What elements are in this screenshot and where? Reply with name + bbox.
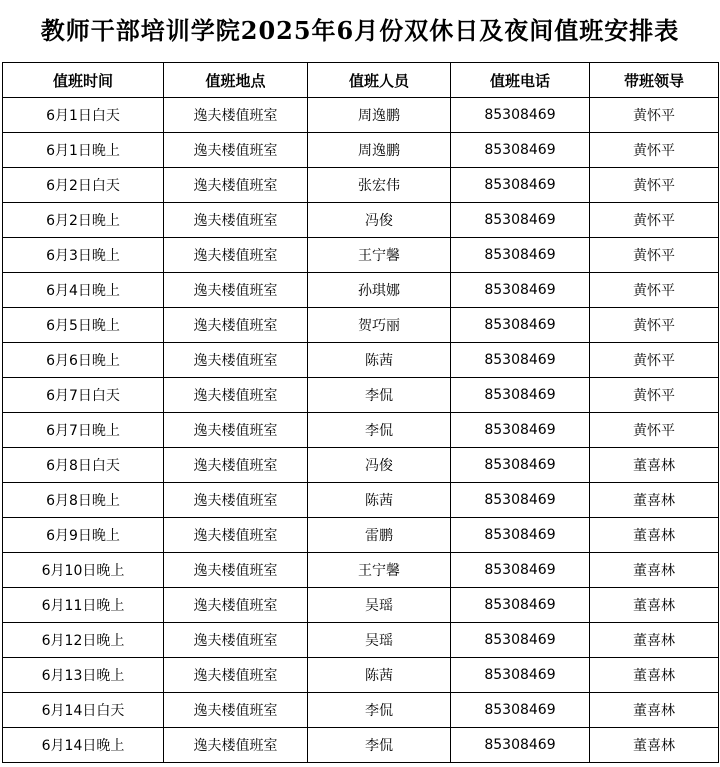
cell-duty-phone: 85308469 bbox=[451, 343, 590, 378]
cell-duty-location: 逸夫楼值班室 bbox=[164, 238, 308, 273]
cell-duty-time: 6月9日晚上 bbox=[3, 518, 164, 553]
cell-duty-staff: 冯俊 bbox=[308, 448, 451, 483]
cell-leader: 董喜林 bbox=[590, 553, 719, 588]
table-row bbox=[3, 623, 719, 658]
cell-duty-phone: 85308469 bbox=[451, 378, 590, 413]
cell-leader: 董喜林 bbox=[590, 658, 719, 693]
cell-duty-phone: 85308469 bbox=[451, 588, 590, 623]
cell-duty-phone: 85308469 bbox=[451, 623, 590, 658]
cell-duty-time: 6月2日晚上 bbox=[3, 203, 164, 238]
header-duty-location: 值班地点 bbox=[164, 63, 308, 98]
table-row bbox=[3, 588, 719, 623]
cell-duty-staff: 周逸鹏 bbox=[308, 98, 451, 133]
cell-leader: 黄怀平 bbox=[590, 238, 719, 273]
cell-duty-staff: 李侃 bbox=[308, 378, 451, 413]
cell-duty-location: 逸夫楼值班室 bbox=[164, 448, 308, 483]
cell-duty-phone: 85308469 bbox=[451, 168, 590, 203]
cell-duty-location: 逸夫楼值班室 bbox=[164, 658, 308, 693]
cell-leader: 黄怀平 bbox=[590, 203, 719, 238]
table-row bbox=[3, 168, 719, 203]
cell-leader: 黄怀平 bbox=[590, 98, 719, 133]
table-row bbox=[3, 413, 719, 448]
cell-duty-location: 逸夫楼值班室 bbox=[164, 273, 308, 308]
table-row bbox=[3, 308, 719, 343]
cell-leader: 董喜林 bbox=[590, 448, 719, 483]
table-row bbox=[3, 658, 719, 693]
cell-duty-staff: 雷鹏 bbox=[308, 518, 451, 553]
cell-duty-staff: 王宁馨 bbox=[308, 238, 451, 273]
cell-duty-staff: 吴瑶 bbox=[308, 588, 451, 623]
table-header-row bbox=[3, 63, 719, 98]
cell-duty-time: 6月7日晚上 bbox=[3, 413, 164, 448]
cell-duty-time: 6月1日白天 bbox=[3, 98, 164, 133]
cell-duty-phone: 85308469 bbox=[451, 308, 590, 343]
cell-duty-time: 6月8日晚上 bbox=[3, 483, 164, 518]
cell-duty-staff: 孙琪娜 bbox=[308, 273, 451, 308]
cell-duty-phone: 85308469 bbox=[451, 518, 590, 553]
cell-duty-phone: 85308469 bbox=[451, 448, 590, 483]
header-duty-time: 值班时间 bbox=[3, 63, 164, 98]
cell-duty-phone: 85308469 bbox=[451, 238, 590, 273]
cell-duty-time: 6月12日晚上 bbox=[3, 623, 164, 658]
cell-duty-time: 6月8日白天 bbox=[3, 448, 164, 483]
table-row bbox=[3, 448, 719, 483]
cell-leader: 董喜林 bbox=[590, 518, 719, 553]
cell-duty-location: 逸夫楼值班室 bbox=[164, 728, 308, 763]
cell-duty-location: 逸夫楼值班室 bbox=[164, 693, 308, 728]
cell-duty-location: 逸夫楼值班室 bbox=[164, 378, 308, 413]
cell-duty-location: 逸夫楼值班室 bbox=[164, 98, 308, 133]
cell-leader: 黄怀平 bbox=[590, 273, 719, 308]
cell-duty-time: 6月2日白天 bbox=[3, 168, 164, 203]
table-row bbox=[3, 98, 719, 133]
cell-leader: 黄怀平 bbox=[590, 133, 719, 168]
cell-leader: 黄怀平 bbox=[590, 413, 719, 448]
cell-duty-location: 逸夫楼值班室 bbox=[164, 203, 308, 238]
cell-duty-time: 6月1日晚上 bbox=[3, 133, 164, 168]
table-row bbox=[3, 343, 719, 378]
cell-duty-time: 6月13日晚上 bbox=[3, 658, 164, 693]
table-body bbox=[3, 98, 719, 763]
table-row bbox=[3, 553, 719, 588]
cell-duty-staff: 贺巧丽 bbox=[308, 308, 451, 343]
table-row bbox=[3, 203, 719, 238]
cell-duty-time: 6月4日晚上 bbox=[3, 273, 164, 308]
cell-duty-staff: 周逸鹏 bbox=[308, 133, 451, 168]
cell-duty-phone: 85308469 bbox=[451, 203, 590, 238]
cell-duty-time: 6月10日晚上 bbox=[3, 553, 164, 588]
cell-duty-location: 逸夫楼值班室 bbox=[164, 133, 308, 168]
cell-duty-phone: 85308469 bbox=[451, 273, 590, 308]
cell-duty-staff: 陈茜 bbox=[308, 658, 451, 693]
cell-leader: 黄怀平 bbox=[590, 308, 719, 343]
cell-duty-location: 逸夫楼值班室 bbox=[164, 343, 308, 378]
cell-duty-phone: 85308469 bbox=[451, 483, 590, 518]
cell-duty-location: 逸夫楼值班室 bbox=[164, 588, 308, 623]
cell-duty-staff: 冯俊 bbox=[308, 203, 451, 238]
table-row bbox=[3, 273, 719, 308]
table-row bbox=[3, 378, 719, 413]
table-row bbox=[3, 693, 719, 728]
cell-leader: 董喜林 bbox=[590, 693, 719, 728]
cell-duty-staff: 陈茜 bbox=[308, 343, 451, 378]
cell-duty-time: 6月11日晚上 bbox=[3, 588, 164, 623]
cell-duty-phone: 85308469 bbox=[451, 728, 590, 763]
cell-leader: 董喜林 bbox=[590, 623, 719, 658]
cell-duty-phone: 85308469 bbox=[451, 413, 590, 448]
cell-duty-phone: 85308469 bbox=[451, 553, 590, 588]
cell-duty-staff: 吴瑶 bbox=[308, 623, 451, 658]
page-title: 教师干部培训学院2025年6月份双休日及夜间值班安排表 bbox=[40, 16, 680, 45]
cell-leader: 黄怀平 bbox=[590, 168, 719, 203]
cell-duty-location: 逸夫楼值班室 bbox=[164, 168, 308, 203]
header-duty-phone: 值班电话 bbox=[451, 63, 590, 98]
cell-duty-time: 6月14日晚上 bbox=[3, 728, 164, 763]
cell-leader: 黄怀平 bbox=[590, 343, 719, 378]
cell-duty-phone: 85308469 bbox=[451, 98, 590, 133]
header-leader: 带班领导 bbox=[590, 63, 719, 98]
cell-duty-phone: 85308469 bbox=[451, 693, 590, 728]
table-row bbox=[3, 518, 719, 553]
cell-duty-phone: 85308469 bbox=[451, 658, 590, 693]
cell-duty-time: 6月5日晚上 bbox=[3, 308, 164, 343]
cell-duty-location: 逸夫楼值班室 bbox=[164, 483, 308, 518]
cell-duty-staff: 李侃 bbox=[308, 693, 451, 728]
cell-duty-time: 6月6日晚上 bbox=[3, 343, 164, 378]
cell-leader: 董喜林 bbox=[590, 728, 719, 763]
cell-duty-location: 逸夫楼值班室 bbox=[164, 308, 308, 343]
table-row bbox=[3, 728, 719, 763]
cell-duty-staff: 王宁馨 bbox=[308, 553, 451, 588]
table-row bbox=[3, 238, 719, 273]
cell-duty-location: 逸夫楼值班室 bbox=[164, 553, 308, 588]
cell-duty-staff: 张宏伟 bbox=[308, 168, 451, 203]
cell-duty-staff: 李侃 bbox=[308, 728, 451, 763]
cell-duty-location: 逸夫楼值班室 bbox=[164, 623, 308, 658]
cell-duty-location: 逸夫楼值班室 bbox=[164, 413, 308, 448]
cell-leader: 董喜林 bbox=[590, 483, 719, 518]
header-duty-staff: 值班人员 bbox=[308, 63, 451, 98]
cell-duty-location: 逸夫楼值班室 bbox=[164, 518, 308, 553]
cell-duty-time: 6月14日白天 bbox=[3, 693, 164, 728]
table-row bbox=[3, 483, 719, 518]
cell-duty-time: 6月7日白天 bbox=[3, 378, 164, 413]
duty-schedule-table bbox=[2, 62, 719, 763]
cell-duty-time: 6月3日晚上 bbox=[3, 238, 164, 273]
table-row bbox=[3, 133, 719, 168]
cell-leader: 黄怀平 bbox=[590, 378, 719, 413]
cell-duty-staff: 陈茜 bbox=[308, 483, 451, 518]
cell-duty-staff: 李侃 bbox=[308, 413, 451, 448]
cell-duty-phone: 85308469 bbox=[451, 133, 590, 168]
cell-leader: 董喜林 bbox=[590, 588, 719, 623]
